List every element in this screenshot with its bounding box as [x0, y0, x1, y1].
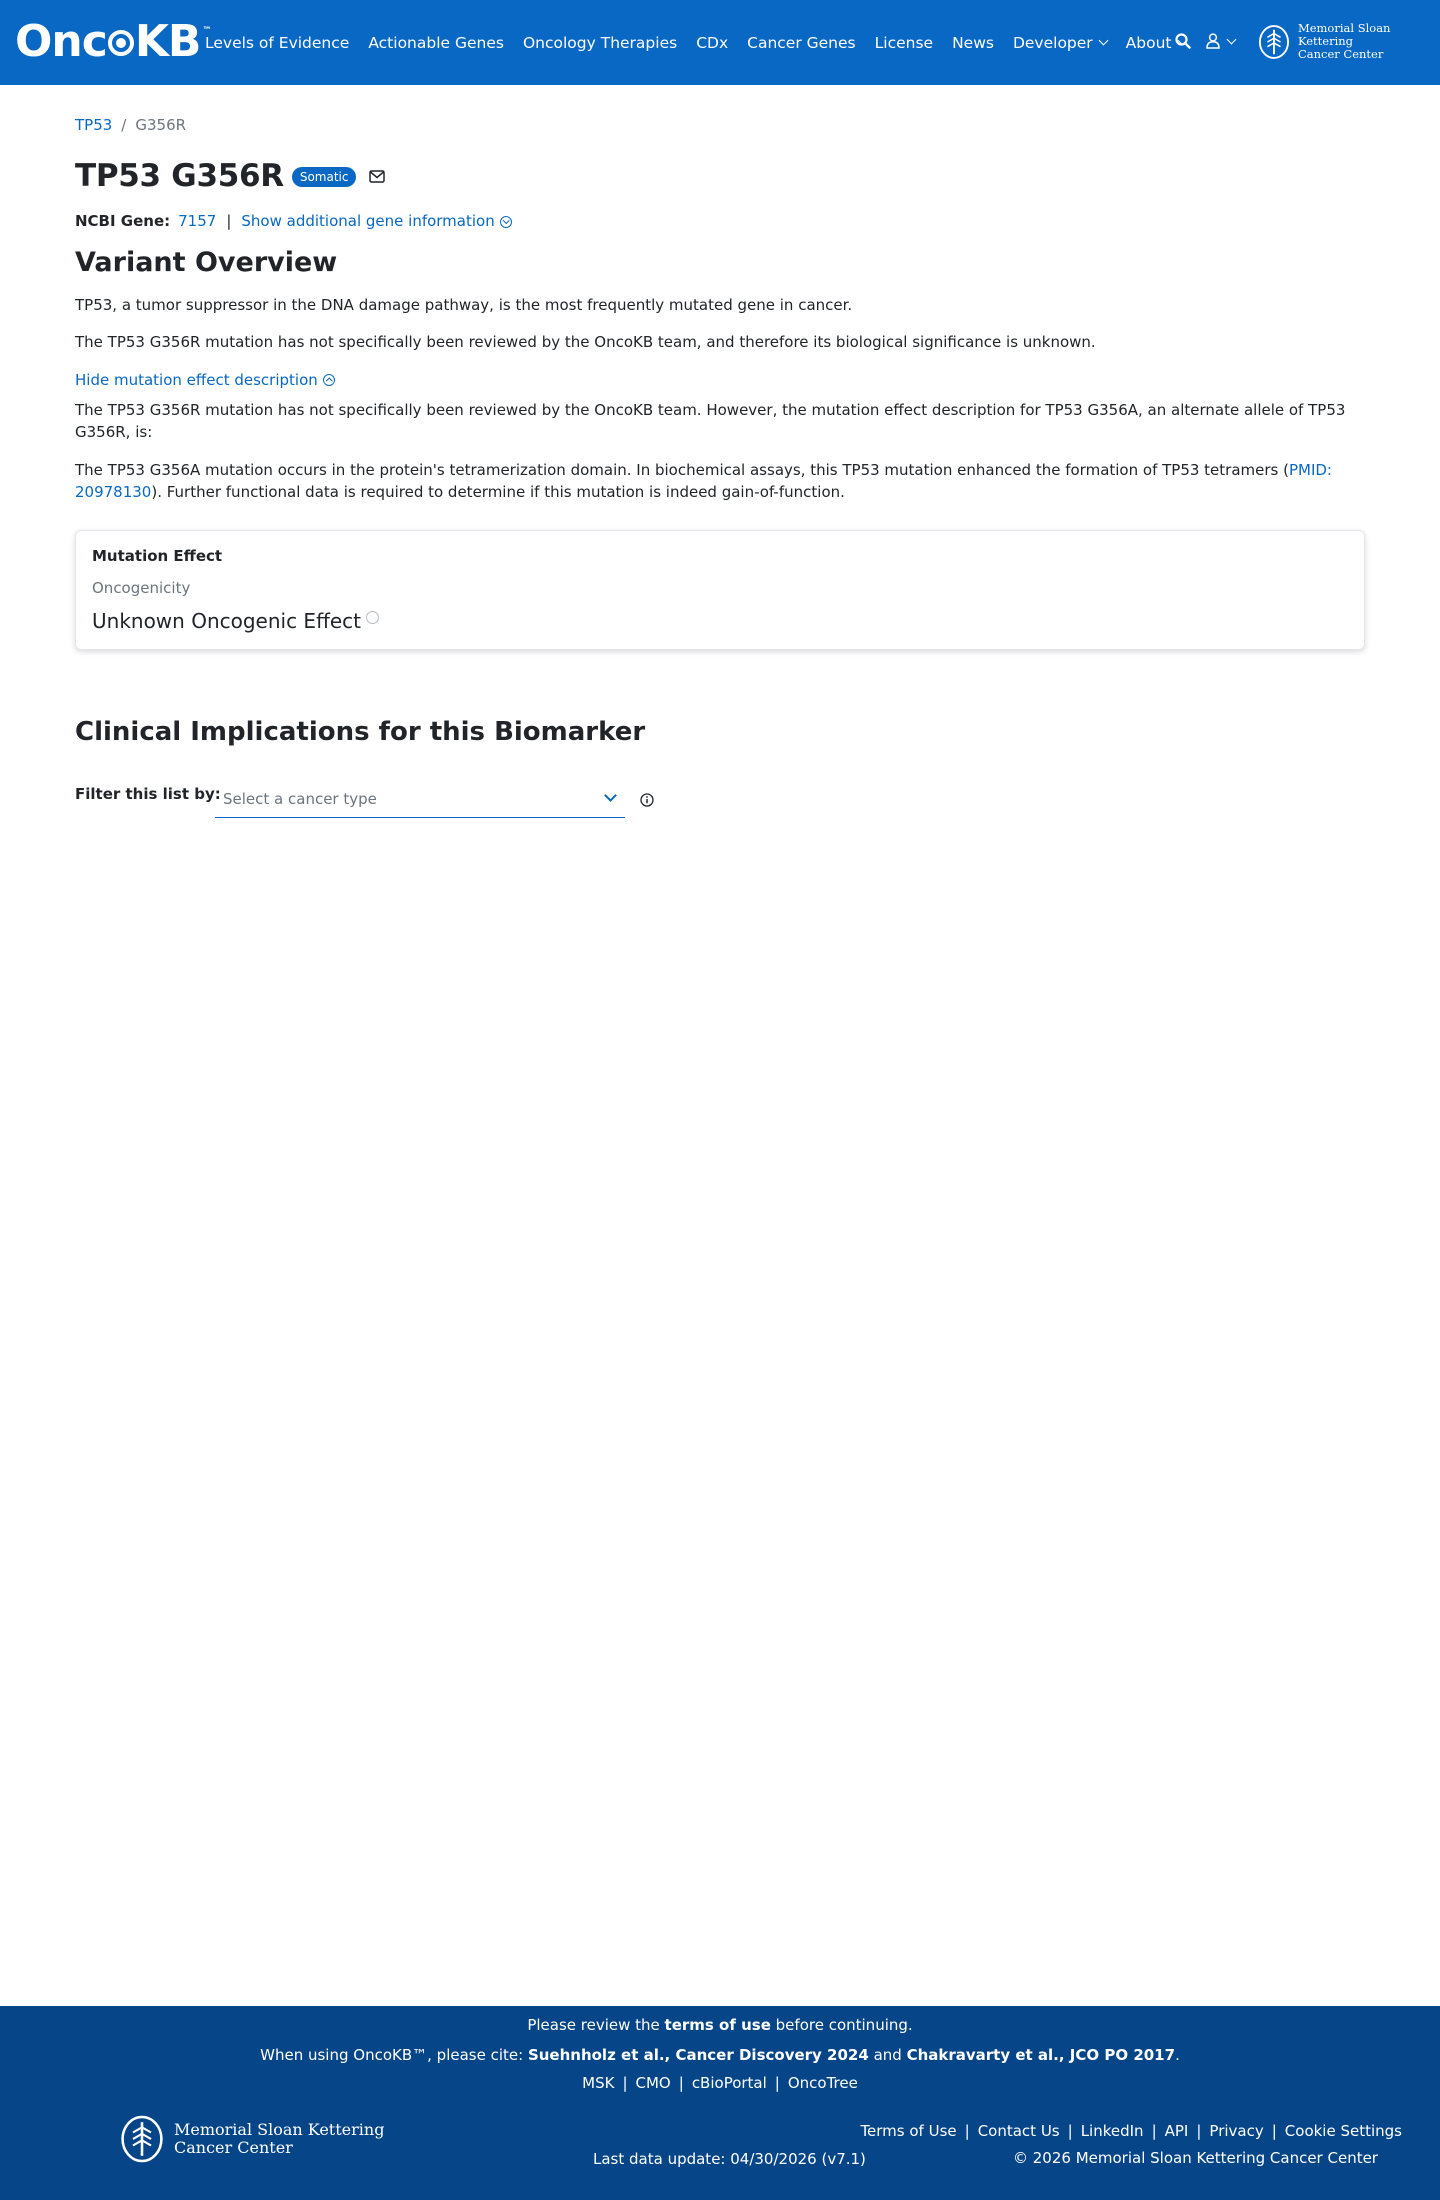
copyright: © 2026 Memorial Sloan Kettering Cancer Center: [1013, 2149, 1378, 2167]
ncbi-gene-id-link[interactable]: 7157: [178, 212, 217, 230]
chevron-down-icon: [1227, 34, 1237, 44]
logo-o-icon: [108, 30, 134, 56]
show-gene-info-label: Show additional gene information: [241, 212, 495, 230]
footer-pipe: |: [774, 2074, 780, 2092]
ncbi-gene-label: NCBI Gene:: [75, 212, 171, 230]
footer-cookie-settings-link[interactable]: Cookie Settings: [1284, 2122, 1402, 2140]
mutation-effect-text-post: ). Further functional data is required to determine if this mutation is indeed gain-of-function.: [151, 483, 845, 501]
title-row: [75, 158, 385, 194]
oncogenicity-value: [92, 609, 379, 633]
footer-pipe: |: [1196, 2122, 1202, 2140]
footer-link-oncotree[interactable]: OncoTree: [787, 2074, 858, 2092]
msk-emblem-icon: [1258, 23, 1290, 61]
breadcrumb-current: G356R: [135, 116, 187, 134]
overview-gene-summary: TP53, a tumor suppressor in the DNA damage pathway, is the most frequently mutated gene in cancer.: [75, 296, 853, 314]
breadcrumb-separator: /: [121, 116, 127, 134]
ncbi-gene-row: [75, 212, 512, 230]
msk-emblem-icon: [120, 2114, 164, 2164]
chevron-down-icon: [604, 789, 617, 802]
footer-legal-links: [860, 2122, 1402, 2140]
oncogenicity-label: Oncogenicity: [92, 579, 191, 597]
user-icon: [1206, 33, 1220, 49]
footer-cite-and: and: [868, 2046, 907, 2064]
footer: [0, 2006, 1440, 2200]
footer-review-post: before continuing.: [770, 2016, 913, 2034]
somatic-badge: Somatic: [292, 167, 357, 187]
logo-text-part1: Onc: [15, 15, 107, 67]
overview-variant-summary: The TP53 G356R mutation has not specifically been reviewed by the OncoKB team, and therefore its biological significance is unknown.: [75, 333, 1096, 351]
footer-citation: [0, 2046, 1440, 2064]
envelope-icon[interactable]: [369, 168, 385, 187]
nav-developer-label: Developer: [1012, 33, 1093, 52]
nav-license[interactable]: License: [874, 33, 934, 52]
clinical-implications-title: Clinical Implications for this Biomarker: [75, 717, 646, 747]
msk-nav-line2: Cancer Center: [1297, 47, 1384, 61]
mutation-effect-heading: Mutation Effect: [92, 547, 223, 565]
logo-trademark: ™: [202, 26, 212, 36]
info-icon[interactable]: [640, 792, 654, 811]
hide-mutation-effect-toggle[interactable]: [75, 371, 335, 389]
footer-pipe: |: [964, 2122, 970, 2140]
footer-pipe: |: [622, 2074, 628, 2092]
nav-levels-of-evidence[interactable]: Levels of Evidence: [205, 33, 350, 52]
filter-label: Filter this list by:: [75, 785, 221, 803]
footer-link-msk[interactable]: MSK: [582, 2074, 615, 2092]
footer-cite-end: .: [1175, 2046, 1180, 2064]
variant-overview-title: Variant Overview: [75, 247, 338, 278]
logo-text-part2: KB: [134, 15, 201, 67]
nav-oncology-therapies[interactable]: Oncology Therapies: [522, 33, 678, 52]
chevron-circle-up-icon: [323, 374, 335, 386]
top-navbar: [0, 0, 1440, 85]
chevron-circle-down-icon: [500, 216, 512, 228]
footer-pipe: |: [1271, 2122, 1277, 2140]
footer-api-link[interactable]: API: [1164, 2122, 1189, 2140]
footer-terms-notice: [0, 2016, 1440, 2034]
nav-cancer-genes[interactable]: Cancer Genes: [747, 33, 856, 52]
chevron-down-icon: [1098, 36, 1108, 46]
msk-nav-line1: Memorial Sloan Kettering: [1297, 21, 1391, 48]
footer-pipe: |: [1067, 2122, 1073, 2140]
footer-terms-link[interactable]: Terms of Use: [860, 2122, 957, 2140]
mutation-effect-text-pre: The TP53 G356A mutation occurs in the protein's tetramerization domain. In biochemical assays, this TP53 mutation enhanced the formation of TP53 tetramers (: [75, 461, 1289, 479]
msk-footer-logo[interactable]: [120, 2114, 384, 2164]
nav-cdx[interactable]: CDx: [696, 33, 729, 52]
nav-developer-dropdown[interactable]: [1013, 34, 1107, 52]
msk-footer-line2: Cancer Center: [174, 2138, 293, 2157]
nav-about-label: About: [1125, 33, 1172, 52]
footer-pipe: |: [678, 2074, 684, 2092]
footer-review-pre: Please review the: [527, 2016, 665, 2034]
footer-pipe: |: [1151, 2122, 1157, 2140]
hide-mutation-effect-label: Hide mutation effect description: [75, 371, 318, 389]
footer-privacy-link[interactable]: Privacy: [1209, 2122, 1264, 2140]
user-menu[interactable]: [1206, 33, 1235, 49]
footer-partner-links: [0, 2074, 1440, 2092]
mutation-effect-card: [75, 530, 1365, 650]
citation-suehnholz-link[interactable]: Suehnholz et al., Cancer Discovery 2024: [527, 2046, 869, 2064]
oncogenicity-value-text: Unknown Oncogenic Effect: [92, 609, 361, 633]
msk-nav-wordmark: [1298, 22, 1440, 61]
show-gene-info-toggle[interactable]: [241, 212, 511, 230]
mutation-effect-intro: The TP53 G356R mutation has not specifically been reviewed by the OncoKB team. However, the mutation effect description for TP53 G356A, an alternate allele of TP53 G356R, is:: [75, 401, 1346, 441]
cancer-type-placeholder: Select a cancer type: [223, 789, 377, 808]
msk-footer-wordmark: [174, 2121, 384, 2157]
unknown-oncogenic-icon: [366, 611, 379, 624]
breadcrumb: [75, 116, 186, 134]
msk-footer-line1: Memorial Sloan Kettering: [174, 2120, 385, 2139]
nav-actionable-genes[interactable]: Actionable Genes: [368, 33, 504, 52]
page-title: TP53 G356R: [75, 158, 284, 194]
footer-contact-link[interactable]: Contact Us: [977, 2122, 1060, 2140]
nav-menu: [205, 0, 1205, 85]
breadcrumb-gene-link[interactable]: TP53: [75, 116, 113, 134]
nav-news[interactable]: News: [952, 33, 994, 52]
ncbi-pipe: |: [226, 212, 232, 230]
citation-chakravarty-link[interactable]: Chakravarty et al., JCO PO 2017: [906, 2046, 1176, 2064]
search-icon[interactable]: [1175, 33, 1191, 49]
footer-link-cbioportal[interactable]: cBioPortal: [691, 2074, 767, 2092]
last-data-update: Last data update: 04/30/2026 (v7.1): [593, 2150, 866, 2168]
footer-link-cmo[interactable]: CMO: [635, 2074, 671, 2092]
cancer-type-select[interactable]: [215, 780, 625, 818]
msk-nav-logo[interactable]: [1258, 22, 1440, 61]
footer-cite-pre: When using OncoKB™, please cite:: [260, 2046, 528, 2064]
mutation-effect-description: [75, 459, 1365, 503]
pmid-link[interactable]: PMID: 20978130: [75, 461, 1332, 501]
terms-of-use-link[interactable]: terms of use: [664, 2016, 771, 2034]
oncokb-logo[interactable]: [15, 16, 211, 66]
footer-linkedin-link[interactable]: LinkedIn: [1080, 2122, 1144, 2140]
